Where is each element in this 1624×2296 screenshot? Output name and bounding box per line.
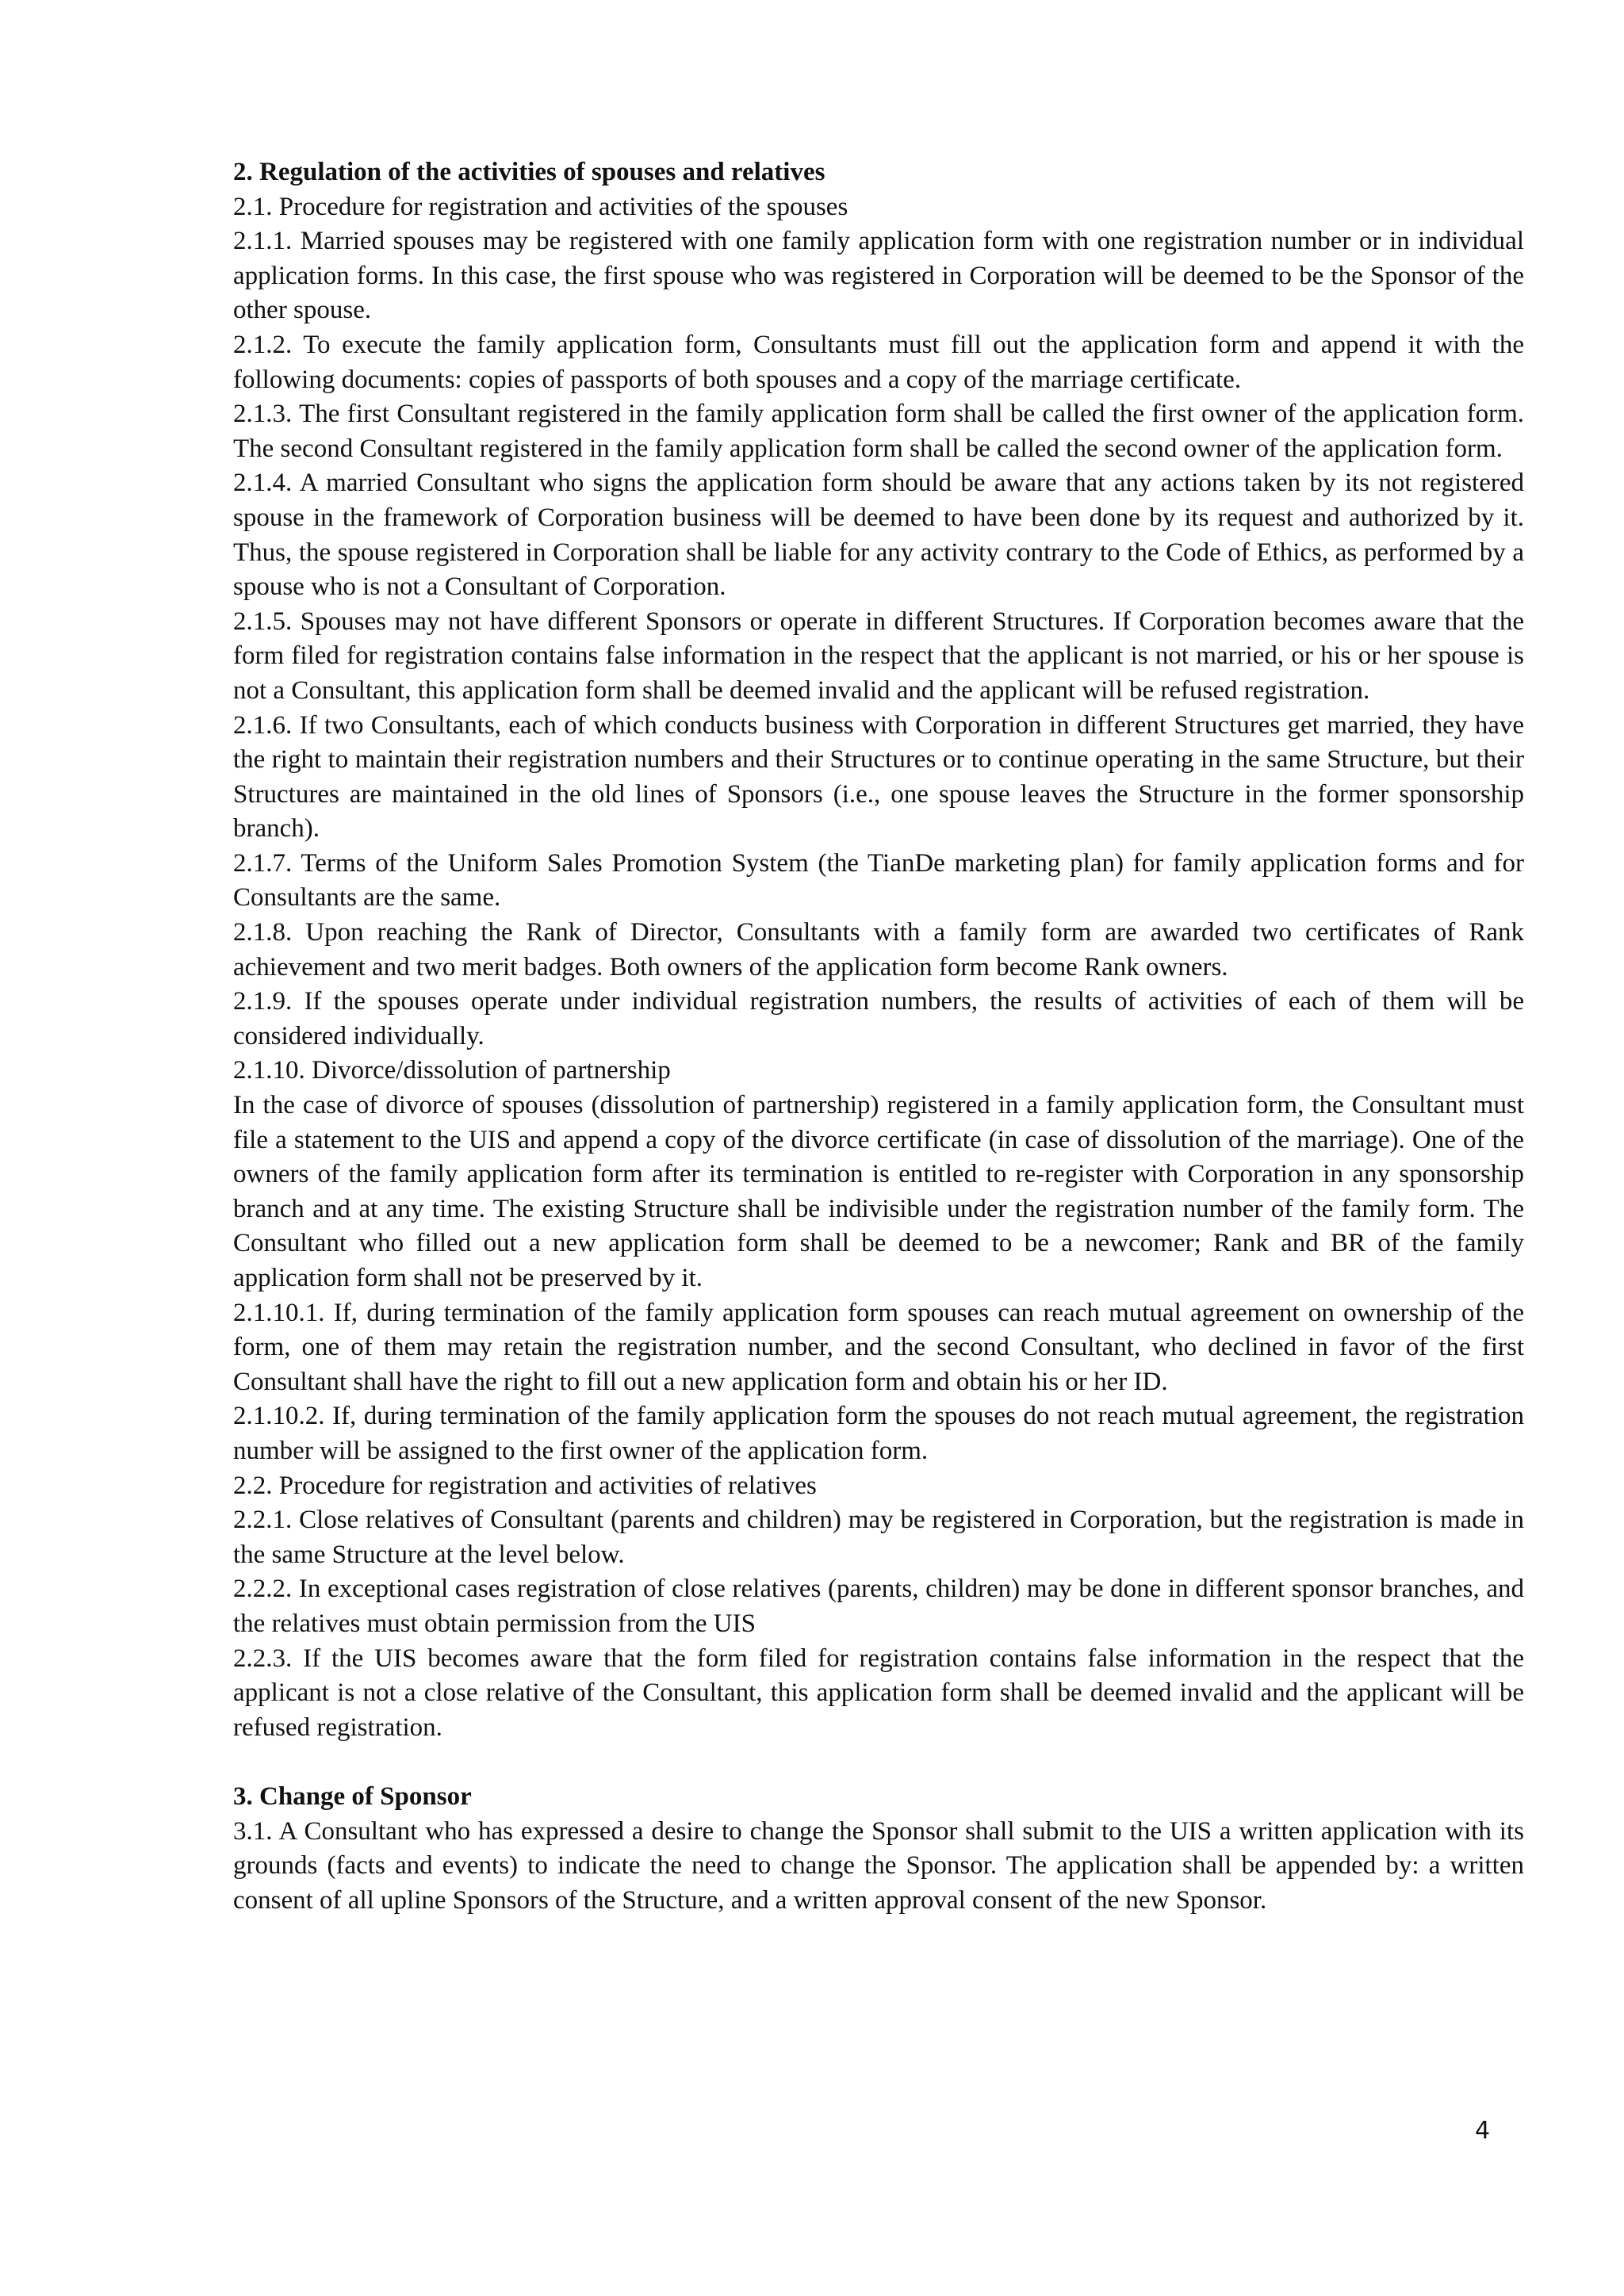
paragraph: 2.1.3. The first Consultant registered in the family application form shall be called the first owner of the application form. The second Consultant registered in the family application form shall be called the second owner of the application form. xyxy=(233,400,1524,463)
paragraph: 2.1.6. If two Consultants, each of which conducts business with Corporation in different Structures get married, they have the right to maintain their registration numbers and their Structures or to continue operating in the same Structure, but their Structures are maintained in the old lines of Sponsors (i.e., one spouse leaves the Structure in the former sponsorship branch). xyxy=(233,710,1524,844)
paragraph: 2.2.3. If the UIS becomes aware that the form filed for registration contains false information in the respect that the applicant is not a close relative of the Consultant, this application form shall be deemed invalid and the applicant will be refused registration. xyxy=(233,1644,1524,1742)
paragraph: 2.1.10.1. If, during termination of the family application form spouses can reach mutual agreement on ownership of the form, one of them may retain the registration number, and the second Consultant, who declined in favor of the first Consultant shall have the right to fill out a new application form and obtain his or her ID. xyxy=(233,1298,1524,1396)
paragraph: 2.1.5. Spouses may not have different Sponsors or operate in different Structures. If Corporation becomes aware that the form filed for registration contains false information in the respect that the applicant is not married, or his or her spouse is not a Consultant, this application form shall be deemed invalid and the applicant will be refused registration. xyxy=(233,607,1524,705)
paragraph: 2.1.9. If the spouses operate under individual registration numbers, the results of activities of each of them will be considered individually. xyxy=(233,987,1524,1050)
section-heading: 2. Regulation of the activities of spouses and relatives xyxy=(233,158,825,186)
paragraph: 2.2.2. In exceptional cases registration of close relatives (parents, children) may be done in different sponsor branches, and the relatives must obtain permission from the UIS xyxy=(233,1575,1524,1638)
document-body xyxy=(233,155,1524,1918)
paragraph: 2.1.7. Terms of the Uniform Sales Promotion System (the TianDe marketing plan) for family application forms and for Consultants are the same. xyxy=(233,848,1524,913)
paragraph: 2.2.1. Close relatives of Consultant (parents and children) may be registered in Corporation, but the registration is made in the same Structure at the level below. xyxy=(233,1506,1524,1569)
paragraph: 2.1.10. Divorce/dissolution of partnership xyxy=(233,1056,671,1085)
section-spacer xyxy=(233,1745,1524,1780)
paragraph: 2.1.2. To execute the family application form, Consultants must fill out the application form and append it with the following documents: copies of passports of both spouses and a copy of the marriage certificate. xyxy=(233,330,1524,394)
paragraph: 2.2. Procedure for registration and activities of relatives xyxy=(233,1471,817,1500)
paragraph: 2.1.8. Upon reaching the Rank of Director, Consultants with a family form are awarded two certificates of Rank achievement and two merit badges. Both owners of the application form become Rank owners. xyxy=(233,918,1524,982)
paragraph: 2.1.1. Married spouses may be registered with one family application form with one registration number or in individual application forms. In this case, the first spouse who was registered in Corporation will be deemed to be the Sponsor of the other spouse. xyxy=(233,227,1524,325)
paragraph: 2.1.4. A married Consultant who signs the application form should be aware that any actions taken by its not registered spouse in the framework of Corporation business will be deemed to have been done by its request and authorized by it. Thus, the spouse registered in Corporation shall be liable for any activity contrary to the Code of Ethics, as performed by a spouse who is not a Consultant of Corporation. xyxy=(233,469,1524,602)
paragraph: In the case of divorce of spouses (dissolution of partnership) registered in a family application form, the Consultant must file a statement to the UIS and append a copy of the divorce certificate (in case of dissolution of the marriage). One of the owners of the family application form after its termination is entitled to re-register with Corporation in any sponsorship branch and at any time. The existing Structure shall be indivisible under the registration number of the family form. The Consultant who filled out a new application form shall be deemed to be a newcomer; Rank and BR of the family application form shall not be preserved by it. xyxy=(233,1091,1524,1292)
page-number: 4 xyxy=(1475,2117,1491,2145)
paragraph: 2.1. Procedure for registration and activities of the spouses xyxy=(233,192,848,221)
paragraph: 2.1.10.2. If, during termination of the family application form the spouses do not reach mutual agreement, the registration number will be assigned to the first owner of the application form. xyxy=(233,1402,1524,1465)
paragraph: 3.1. A Consultant who has expressed a desire to change the Sponsor shall submit to the UIS a written application with its grounds (facts and events) to indicate the need to change the Sponsor. The application shall be appended by: a written consent of all upline Sponsors of the Structure, and a written approval consent of the new Sponsor. xyxy=(233,1816,1524,1915)
section-heading: 3. Change of Sponsor xyxy=(233,1781,472,1811)
